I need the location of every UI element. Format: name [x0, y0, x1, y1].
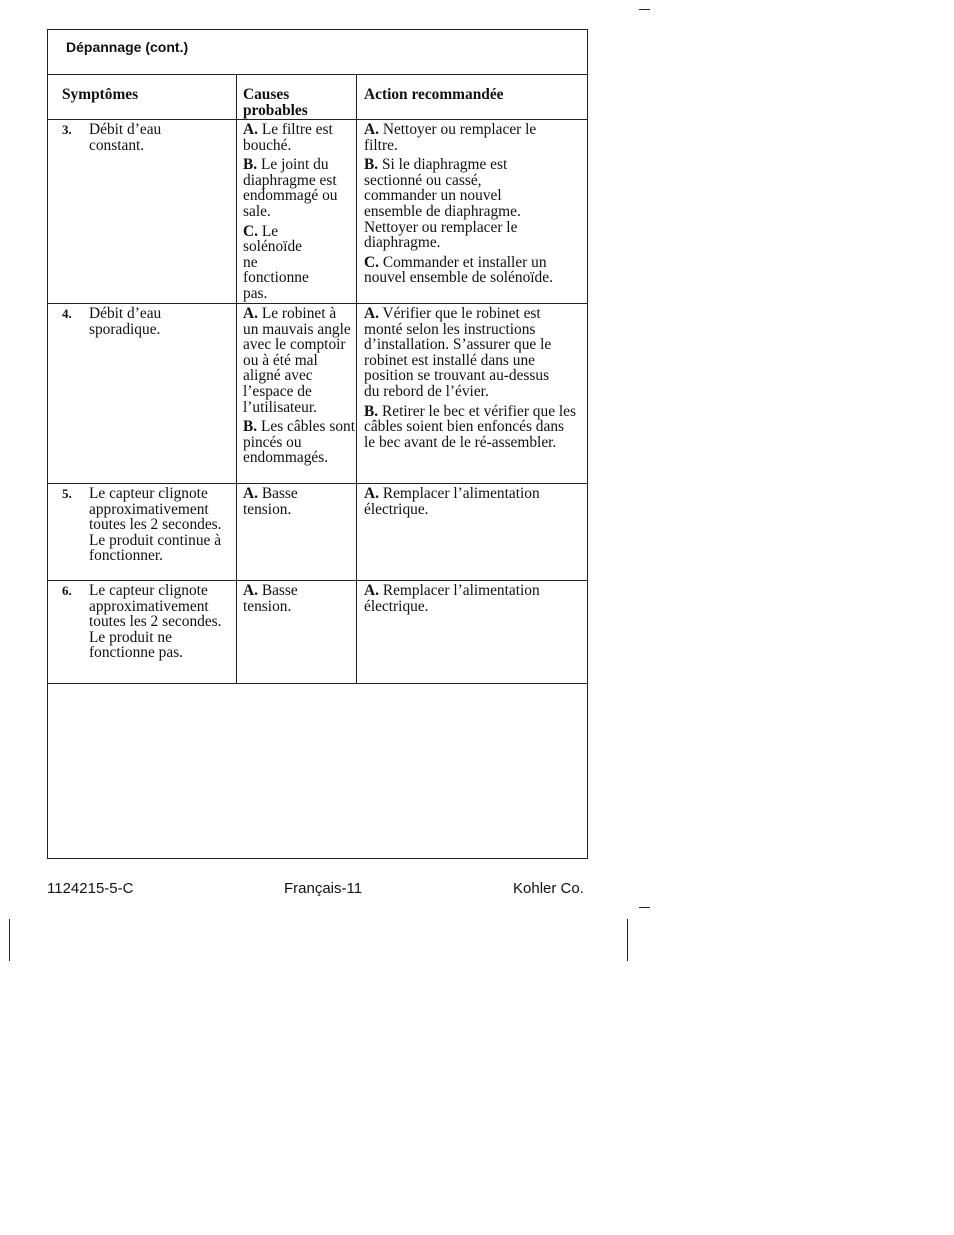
header-action: Action recommandée	[364, 86, 504, 103]
cause-item: B. Les câbles sont pincés ou endommagés.	[243, 418, 356, 467]
action-item: A. Nettoyer ou remplacer le filtre.	[364, 121, 537, 154]
cause-item: A. Basse tension.	[243, 582, 298, 615]
row-number: 5.	[62, 486, 72, 501]
causes-cell	[243, 306, 355, 466]
footer-company: Kohler Co.	[513, 880, 584, 897]
action-item: A. Remplacer l’alimentation électrique.	[364, 582, 540, 615]
row-number: 3.	[62, 122, 72, 137]
action-item: B. Si le diaphragme est sectionné ou cassé, commander un nouvel ensemble de diaphragme. Nettoyer ou remplacer le diaphragme.	[364, 156, 521, 252]
actions-cell	[364, 583, 578, 614]
troubleshooting-table-frame	[47, 29, 588, 859]
action-item: A. Vérifier que le robinet est monté selon les instructions d’installation. S’assurer que le robinet est installé dans une position se trouvant au-dessus du rebord de l’évier.	[364, 305, 552, 400]
column-divider	[236, 74, 237, 684]
column-divider	[356, 74, 357, 684]
crop-mark	[639, 907, 650, 908]
header-divider	[48, 119, 587, 120]
section-title: Dépannage (cont.)	[66, 39, 189, 55]
action-item: A. Remplacer l’alimentation électrique.	[364, 485, 540, 518]
crop-mark	[639, 9, 650, 10]
cause-item: A. Le filtre est bouché.	[243, 121, 333, 154]
cause-item: A. Basse tension.	[243, 485, 298, 518]
row-divider	[48, 303, 587, 304]
symptom-text: Le capteur clignote approximativement toutes les 2 secondes. Le produit continue à fonctionner.	[89, 485, 222, 565]
footer-page-number: Français-11	[284, 880, 363, 897]
actions-cell	[364, 306, 578, 450]
symptom-text: Débit d’eau constant.	[89, 121, 162, 154]
table-bottom-divider	[48, 683, 587, 684]
crop-mark	[9, 919, 10, 961]
action-item: C. Commander et installer un nouvel ensemble de solénoïde.	[364, 253, 553, 287]
symptom-text: Le capteur clignote approximativement toutes les 2 secondes. Le produit ne fonctionne pas.	[89, 582, 222, 662]
action-item: B. Retirer le bec et vérifier que les câbles soient bien enfoncés dans le bec avant de le ré-assembler.	[364, 402, 576, 451]
causes-cell	[243, 583, 333, 614]
footer-doc-number: 1124215-5-C	[47, 880, 134, 897]
cause-item: B. Le joint du diaphragme est endommagé ou sale.	[243, 156, 338, 220]
crop-mark	[627, 919, 628, 961]
row-divider	[48, 580, 587, 581]
causes-cell	[243, 122, 355, 302]
row-divider	[48, 483, 587, 484]
cause-item: C. Le solénoïde ne fonctionne pas.	[243, 222, 309, 302]
row-number: 6.	[62, 583, 72, 598]
actions-cell	[364, 122, 578, 286]
causes-cell	[243, 486, 333, 517]
cause-item: A. Le robinet à un mauvais angle avec le comptoir ou à été mal aligné avec l’espace de l’utilisateur.	[243, 305, 351, 416]
row-number: 4.	[62, 306, 72, 321]
header-symptoms: Symptômes	[62, 86, 139, 103]
title-divider	[48, 74, 587, 75]
symptom-text: Débit d’eau sporadique.	[89, 305, 162, 338]
actions-cell	[364, 486, 578, 517]
header-causes: Causes probables	[243, 86, 308, 119]
